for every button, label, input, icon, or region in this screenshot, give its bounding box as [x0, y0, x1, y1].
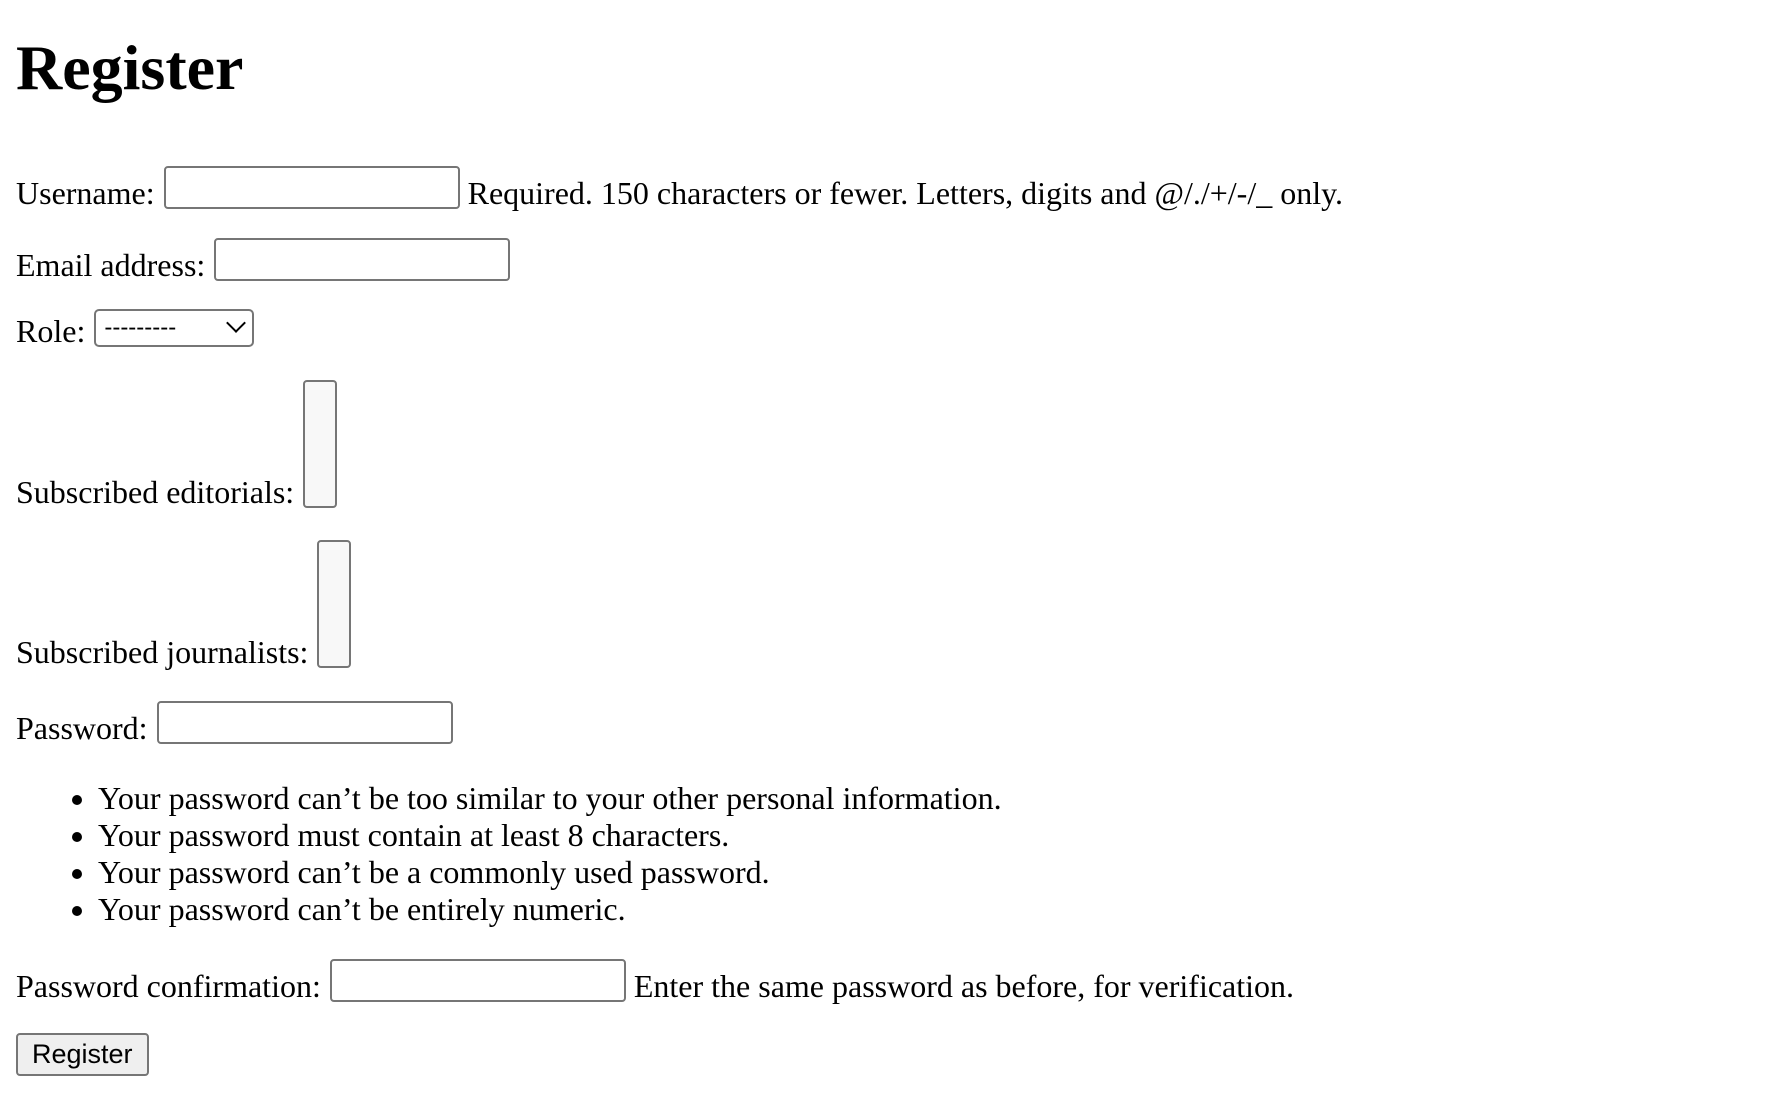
username-label: Username:	[16, 175, 155, 211]
chevron-down-icon	[226, 313, 246, 333]
password-label: Password:	[16, 710, 148, 746]
password-confirmation-row	[16, 959, 1776, 1002]
password-confirmation-label: Password confirmation:	[16, 968, 321, 1004]
submit-row	[16, 1033, 1776, 1076]
journalists-row	[16, 540, 1776, 668]
register-button[interactable]: Register	[16, 1033, 149, 1076]
password-confirmation-help-text: Enter the same password as before, for verification.	[633, 968, 1295, 1004]
page-title: Register	[16, 32, 244, 103]
password-input[interactable]	[157, 701, 453, 744]
register-form	[16, 166, 1776, 1076]
editorials-row	[16, 380, 1776, 508]
role-select[interactable]	[94, 309, 254, 347]
username-input[interactable]	[164, 166, 460, 209]
list-item: • Your password can’t be too similar to your other personal information.	[98, 780, 1776, 817]
username-help-text: Required. 150 characters or fewer. Letters, digits and @/./+/-/_ only.	[467, 175, 1344, 211]
email-input[interactable]	[214, 238, 510, 281]
password-confirmation-input[interactable]	[330, 959, 626, 1002]
register-page	[16, 0, 1776, 1076]
list-item: • Your password can’t be entirely numeric.	[98, 891, 1776, 928]
username-row	[16, 166, 1776, 209]
list-item: • Your password must contain at least 8 characters.	[98, 817, 1776, 854]
email-label: Email address:	[16, 247, 206, 283]
role-selected-value: ---------	[104, 314, 177, 341]
password-rules-list	[16, 780, 1776, 928]
journalists-label: Subscribed journalists:	[16, 634, 309, 670]
editorials-label: Subscribed editorials:	[16, 474, 295, 510]
list-item: • Your password can’t be a commonly used password.	[98, 854, 1776, 891]
journalists-multiselect[interactable]	[317, 540, 351, 668]
editorials-multiselect[interactable]	[303, 380, 337, 508]
password-row	[16, 701, 1776, 744]
email-row	[16, 238, 1776, 281]
role-row	[16, 309, 1776, 347]
role-label: Role:	[16, 313, 86, 349]
